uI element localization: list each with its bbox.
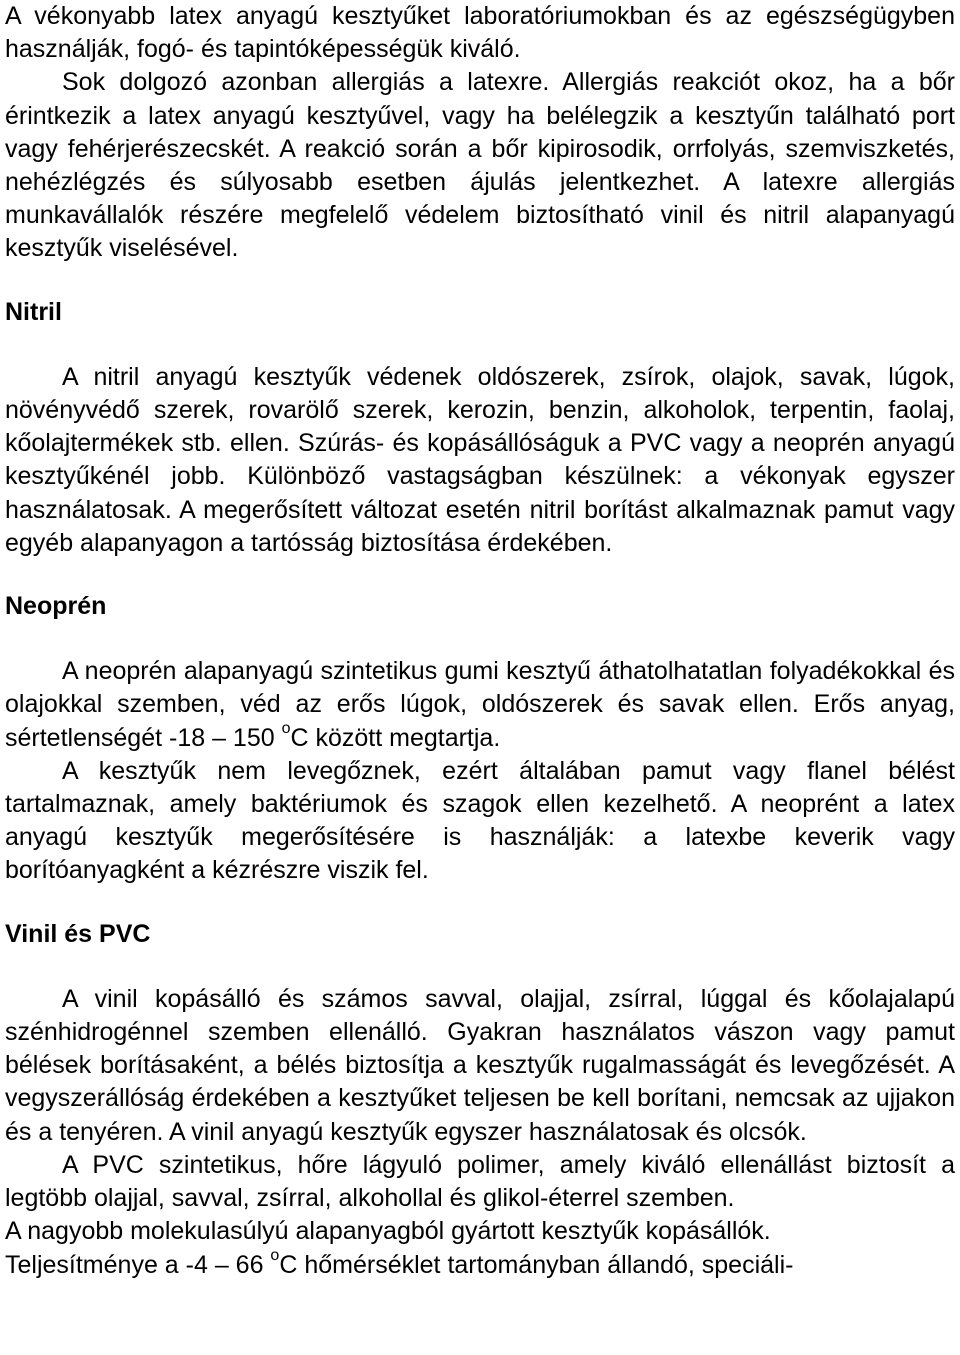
heading-neopren: Neoprén [5,592,107,621]
intro-paragraph-1: A vékonyabb latex anyagú kesztyűket laboratóriumokban és az egészségügyben használják, fogó- és tapintóképességük kiváló. [5,2,955,64]
heading-vinil-pvc: Vinil és PVC [5,919,151,948]
neopren-paragraph-1-text: A neoprén alapanyagú szintetikus gumi kesztyű áthatolhatatlan folyadékokkal és olajokkal szemben, véd az erős lúgok, oldószerek és savak ellen. Erős anyag, sértetlenségét -18 – 150 [5,657,955,752]
neopren-paragraph-2: A kesztyűk nem levegőznek, ezért általában pamut vagy flanel bélést tartalmaznak, amely baktériumok és szagok ellen kezelhető. A neoprént a latex anyagú kesztyűk megerősítésére is használják: a latexbe keverik vagy borítóanyagként a kézrészre viszik fel. [5,756,955,885]
pvc-paragraph-3 [5,1249,955,1282]
pvc-paragraph-3-end: C hőmérséklet tartományban állandó, speciáli- [279,1250,794,1279]
pvc-paragraph-1: A PVC szintetikus, hőre lágyuló polimer, amely kiváló ellenállást biztosít a legtöbb olajjal, savval, zsírral, alkohollal és glikol-éterrel szemben. [5,1150,955,1213]
neopren-paragraph-1-end: C között megtartja. [290,723,501,752]
nitril-paragraph: A nitril anyagú kesztyűk védenek oldószerek, zsírok, olajok, savak, lúgok, növényvédő szerek, rovarölő szerek, kerozin, benzin, alkoholok, terpentin, faolaj, kőolajtermékek stb. ellen. Szúrás- és kopásállóságuk a PVC vagy a neoprén anyagú kesztyűkénél jobb. Különböző vastagságban készülnek: a vékonyak egyszer használatosak. A megerősített változat esetén nitril borítást alkalmaznak pamut vagy egyéb alapanyagon a tartósság biztosítása érdekében. [5,362,955,557]
neopren-paragraph-1 [5,655,955,755]
degree-superscript: o [281,720,291,738]
pvc-paragraph-2: A nagyobb molekulasúlyú alapanyagból gyártott kesztyűk kopásállók. [5,1217,771,1246]
pvc-paragraph-3-text: Teljesítménye a -4 – 66 [5,1250,271,1279]
heading-nitril: Nitril [5,297,62,326]
degree-superscript: o [270,1247,280,1265]
intro-paragraph-2: Sok dolgozó azonban allergiás a latexre. Allergiás reakciót okoz, ha a bőr érintkezik a latex anyagú kesztyűvel, vagy ha belélegzik a kesztyűn található port vagy fehérjerészecskét. A reakció során a bőr kipirosodik, orrfolyás, szemviszketés, nehézlégzés és súlyosabb esetben ájulás jelentkezhet. A latexre allergiás munkavállalók részére megfelelő védelem biztosítható vinil és nitril alapanyagú kesztyűk viselésével. [5,68,955,263]
vinil-paragraph-1: A vinil kopásálló és számos savval, olajjal, zsírral, lúggal és kőolajalapú szénhidrogénnel szemben ellenálló. Gyakran használatos vászon vagy pamut bélések borításaként, a bélés biztosítja a kesztyűk rugalmasságát és levegőzését. A vegyszerállóság érdekében a kesztyűket teljesen be kell borítani, nemcsak az ujjakon és a tenyéren. A vinil anyagú kesztyűk egyszer használatosak és olcsók. [5,984,955,1146]
document-page [5,0,955,1282]
